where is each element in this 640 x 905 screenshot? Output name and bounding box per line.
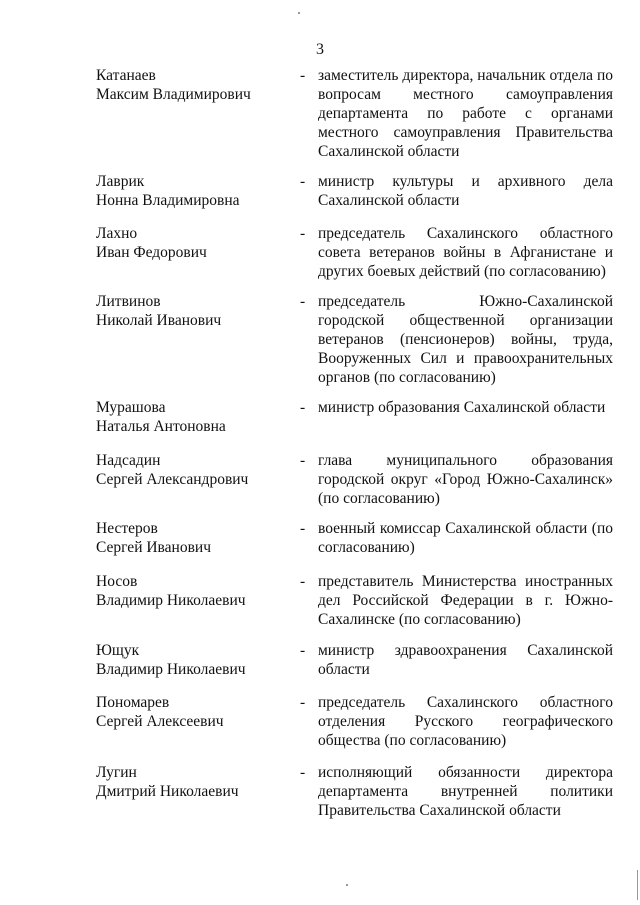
- member-name: [96, 572, 286, 610]
- member-given-name: Наталья Антоновна: [96, 418, 226, 435]
- member-surname: Пономарев: [96, 694, 170, 711]
- member-role: министр здравоохранения Сахалинской области: [318, 642, 613, 678]
- member-surname: Лахно: [96, 225, 138, 242]
- separator-dash: -: [300, 764, 306, 781]
- member-surname: Катанаев: [96, 67, 156, 84]
- member-surname: Нестеров: [96, 520, 158, 537]
- separator-dash: -: [300, 573, 306, 590]
- member-name: [96, 641, 286, 679]
- member-role: исполняющий обязанности директора департамента внутренней политики Правительства Сахалинской области: [318, 764, 613, 819]
- member-name: [96, 292, 286, 330]
- member-role: заместитель директора, начальник отдела по вопросам местного самоуправления департамента по работе с органами местного самоуправления Правительства Сахалинской области: [318, 67, 613, 160]
- member-surname: Литвинов: [96, 293, 161, 310]
- member-given-name: Владимир Николаевич: [96, 661, 246, 678]
- member-role: министр культуры и архивного дела Сахалинской области: [318, 173, 613, 209]
- member-surname: Лугин: [96, 764, 137, 781]
- scan-speck: [298, 12, 300, 14]
- member-given-name: Владимир Николаевич: [96, 592, 246, 609]
- member-name: [96, 763, 286, 801]
- separator-dash: -: [300, 67, 306, 84]
- member-given-name: Иван Федорович: [96, 244, 207, 261]
- member-surname: Мурашова: [96, 399, 166, 416]
- member-surname: Ющук: [96, 642, 140, 659]
- member-role: представитель Министерства иностранных дел Российской Федерации в г. Южно-Сахалинске (по согласованию): [318, 573, 613, 628]
- member-surname: Надсадин: [96, 452, 161, 469]
- member-given-name: Николай Иванович: [96, 312, 222, 329]
- member-name: [96, 693, 286, 731]
- separator-dash: -: [300, 452, 306, 469]
- separator-dash: -: [300, 173, 306, 190]
- separator-dash: -: [300, 293, 306, 310]
- member-given-name: Максим Владимирович: [96, 86, 251, 103]
- scan-edge-mark: [637, 870, 638, 900]
- member-role: председатель Сахалинского областного отделения Русского географического общества (по согласованию): [318, 694, 613, 749]
- separator-dash: -: [300, 399, 306, 416]
- member-surname: Лаврик: [96, 173, 145, 190]
- member-name: [96, 172, 286, 210]
- member-given-name: Сергей Александрович: [96, 471, 249, 488]
- member-name: [96, 224, 286, 262]
- scan-speck: [346, 884, 348, 886]
- member-name: [96, 451, 286, 489]
- member-given-name: Дмитрий Николаевич: [96, 783, 239, 800]
- member-given-name: Сергей Алексеевич: [96, 713, 224, 730]
- separator-dash: -: [300, 225, 306, 242]
- separator-dash: -: [300, 520, 306, 537]
- member-given-name: Сергей Иванович: [96, 539, 212, 556]
- member-role: глава муниципального образования городской округ «Город Южно-Сахалинск» (по согласованию): [318, 452, 613, 507]
- member-surname: Носов: [96, 573, 138, 590]
- separator-dash: -: [300, 642, 306, 659]
- page-number: 3: [316, 41, 324, 58]
- member-given-name: Нонна Владимировна: [96, 192, 240, 209]
- member-role: министр образования Сахалинской области: [318, 399, 606, 416]
- member-role: председатель Сахалинского областного совета ветеранов войны в Афганистане и других боевых действий (по согласованию): [318, 225, 613, 280]
- separator-dash: -: [300, 694, 306, 711]
- member-name: [96, 398, 286, 436]
- member-name: [96, 66, 286, 104]
- member-name: [96, 519, 286, 557]
- member-role: председатель Южно-Сахалинской городской общественной организации ветеранов (пенсионеров) войны, труда, Вооруженных Сил и правоохранительных органов (по согласованию): [318, 293, 613, 386]
- member-role: военный комиссар Сахалинской области (по согласованию): [318, 520, 613, 556]
